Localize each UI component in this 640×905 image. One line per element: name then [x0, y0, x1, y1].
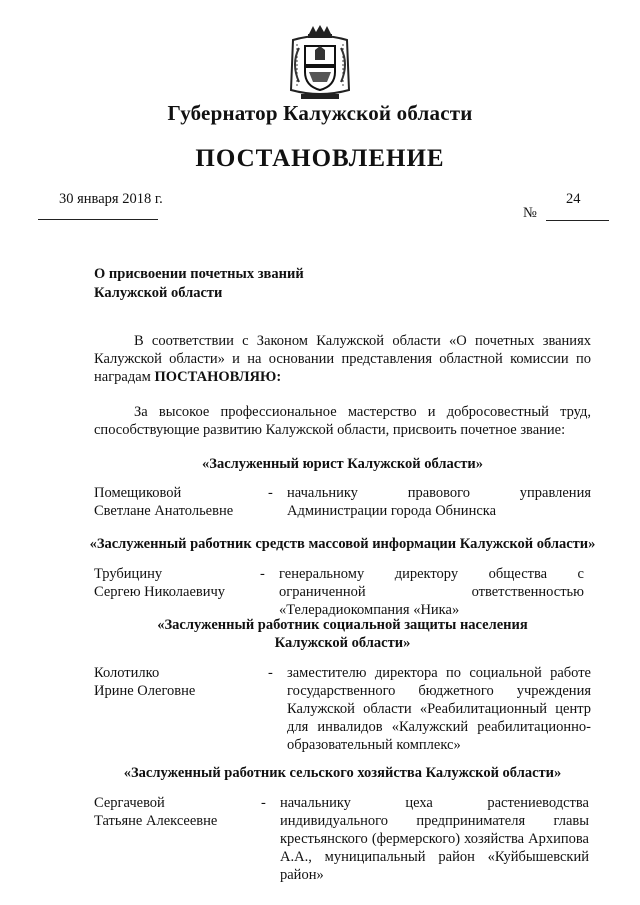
awardee-name — [94, 484, 264, 520]
awardee-name — [94, 565, 264, 601]
award-title — [80, 616, 605, 652]
award-title-line: «Заслуженный работник социальной защиты населения — [157, 617, 528, 633]
awardee-name — [94, 664, 264, 700]
dash-separator: - — [260, 566, 265, 582]
preamble-text: В соответствии с Законом Калужской области «О почетных званиях Калужской области» и на основании представления областной комиссии по наградам — [94, 333, 591, 385]
award-title-line: Калужской области» — [274, 635, 411, 651]
award-title: «Заслуженный работник сельского хозяйства Калужской области» — [123, 765, 562, 781]
document-date: 30 января 2018 г. — [59, 191, 163, 207]
awardee-given-names: Сергею Николаевичу — [94, 584, 226, 600]
awardee-surname: Колотилко — [94, 665, 160, 681]
awardee-surname: Сергачевой — [94, 795, 165, 811]
awardee-description: заместителю директора по социальной работе государственного бюджетного учреждения Калужской области «Реабилитационный центр для инвалидов «Калужский реабилитационно-образовательный комплекс» — [287, 665, 591, 753]
number-sign: № — [523, 205, 537, 221]
decree-word: ПОСТАНОВЛЯЮ: — [154, 369, 282, 385]
intro-paragraph — [94, 403, 591, 439]
awardee-given-names: Ирине Олеговне — [94, 683, 196, 699]
subject-line: Калужской области — [94, 285, 223, 301]
awardee-description: генеральному директору общества с ограниченной ответственностью «Телерадиокомпания «Ника» — [279, 566, 584, 618]
subject-line: О присвоении почетных званий — [94, 266, 304, 282]
date-underline — [38, 219, 158, 220]
awardee-description: начальнику правового управления Администрации города Обнинска — [287, 485, 591, 519]
document-subject — [94, 265, 304, 303]
document-number: 24 — [566, 191, 581, 207]
award-title: «Заслуженный работник средств массовой информации Калужской области» — [89, 536, 596, 552]
coat-of-arms-icon — [287, 24, 353, 102]
number-underline — [546, 220, 609, 221]
awardee-surname: Помещиковой — [94, 485, 182, 501]
dash-separator: - — [268, 485, 273, 501]
award-title: «Заслуженный юрист Калужской области» — [202, 456, 483, 472]
awardee-surname: Трубицину — [94, 566, 163, 582]
dash-separator: - — [268, 665, 273, 681]
intro-text: За высокое профессиональное мастерство и добросовестный труд, способствующие развитию Калужской области, присвоить почетное звание: — [94, 404, 591, 438]
awardee-given-names: Татьяне Алексеевне — [94, 813, 218, 829]
preamble-paragraph — [94, 332, 591, 386]
dash-separator: - — [261, 795, 266, 811]
awardee-given-names: Светлане Анатольевне — [94, 503, 234, 519]
issuing-authority: Губернатор Калужской области — [167, 101, 473, 125]
awardee-name — [94, 794, 264, 830]
document-type: ПОСТАНОВЛЕНИЕ — [195, 145, 445, 172]
awardee-description: начальнику цеха растениеводства индивидуального предпринимателя главы крестьянского (фермерского) хозяйства Архипова А.А., муниципальный район «Куйбышевский район» — [280, 795, 589, 883]
